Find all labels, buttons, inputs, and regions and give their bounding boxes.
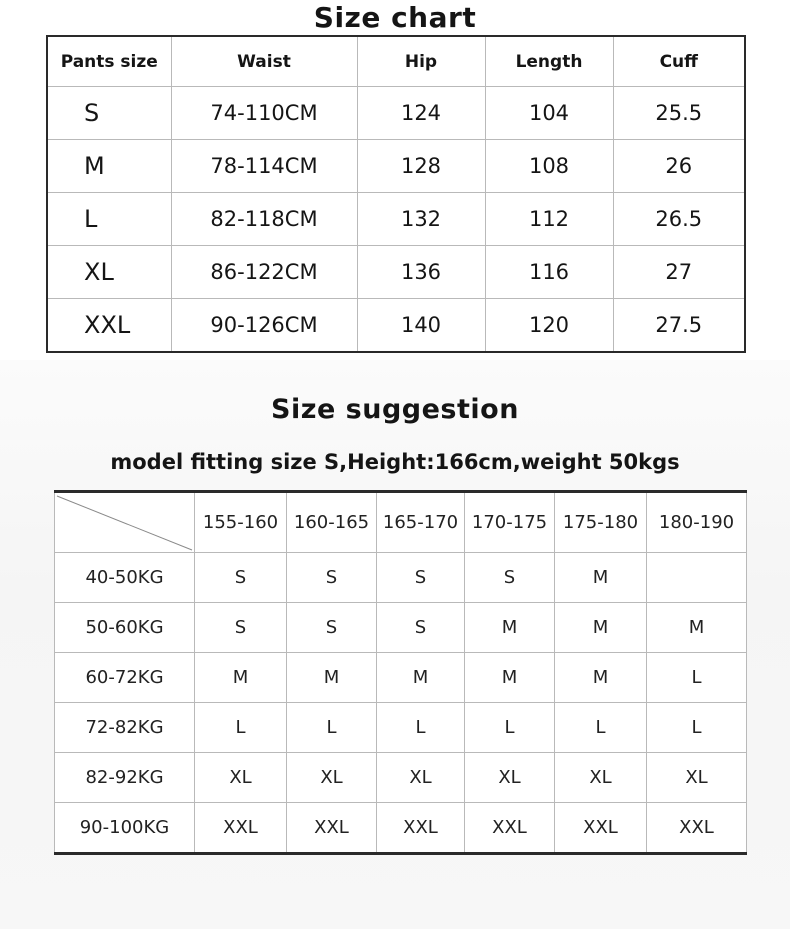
suggested-size: M (555, 553, 647, 603)
suggested-size: XL (465, 753, 555, 803)
height-header: 160-165 (287, 492, 377, 553)
suggested-size: S (287, 603, 377, 653)
suggested-size: L (377, 703, 465, 753)
suggested-size (647, 553, 747, 603)
waist-value: 86-122CM (171, 246, 357, 299)
suggested-size: S (195, 603, 287, 653)
suggested-size: M (465, 603, 555, 653)
length-value: 120 (485, 299, 613, 353)
model-fitting-note: model fitting size S,Height:166cm,weight 50kgs (110, 450, 680, 474)
suggested-size: S (377, 603, 465, 653)
suggested-size: M (377, 653, 465, 703)
table-row (55, 553, 747, 603)
size-chart-header-row (47, 36, 745, 87)
table-row (47, 87, 745, 140)
size-label: M (47, 140, 171, 193)
suggested-size: L (647, 653, 747, 703)
weight-label: 60-72KG (55, 653, 195, 703)
weight-label: 40-50KG (55, 553, 195, 603)
length-value: 112 (485, 193, 613, 246)
header-length: Length (485, 36, 613, 87)
weight-label: 82-92KG (55, 753, 195, 803)
size-chart-table (46, 35, 746, 353)
suggested-size: M (195, 653, 287, 703)
cuff-value: 27 (613, 246, 745, 299)
header-hip: Hip (357, 36, 485, 87)
suggested-size: XXL (287, 803, 377, 854)
cuff-value: 26 (613, 140, 745, 193)
suggested-size: XXL (195, 803, 287, 854)
corner-cell (55, 492, 195, 553)
size-label: XXL (47, 299, 171, 353)
table-row (47, 246, 745, 299)
weight-label: 50-60KG (55, 603, 195, 653)
suggested-size: XL (377, 753, 465, 803)
length-value: 104 (485, 87, 613, 140)
table-row (47, 140, 745, 193)
hip-value: 124 (357, 87, 485, 140)
table-row (55, 803, 747, 854)
height-header: 175-180 (555, 492, 647, 553)
suggested-size: XXL (555, 803, 647, 854)
height-header: 180-190 (647, 492, 747, 553)
table-row (55, 653, 747, 703)
suggested-size: XL (287, 753, 377, 803)
waist-value: 82-118CM (171, 193, 357, 246)
suggested-size: L (195, 703, 287, 753)
waist-value: 78-114CM (171, 140, 357, 193)
hip-value: 140 (357, 299, 485, 353)
suggested-size: L (647, 703, 747, 753)
hip-value: 128 (357, 140, 485, 193)
height-header: 165-170 (377, 492, 465, 553)
size-suggestion-table (54, 490, 747, 855)
table-row (47, 299, 745, 353)
length-value: 116 (485, 246, 613, 299)
height-header: 170-175 (465, 492, 555, 553)
weight-label: 90-100KG (55, 803, 195, 854)
suggested-size: XXL (377, 803, 465, 854)
suggested-size: S (287, 553, 377, 603)
suggested-size: M (555, 653, 647, 703)
table-row (47, 193, 745, 246)
header-waist: Waist (171, 36, 357, 87)
cuff-value: 25.5 (613, 87, 745, 140)
waist-value: 74-110CM (171, 87, 357, 140)
suggested-size: L (465, 703, 555, 753)
suggested-size: XXL (465, 803, 555, 854)
diagonal-divider-icon (55, 493, 194, 552)
suggested-size: S (465, 553, 555, 603)
suggested-size: S (195, 553, 287, 603)
cuff-value: 26.5 (613, 193, 745, 246)
hip-value: 132 (357, 193, 485, 246)
size-label: S (47, 87, 171, 140)
cuff-value: 27.5 (613, 299, 745, 353)
header-cuff: Cuff (613, 36, 745, 87)
suggested-size: XXL (647, 803, 747, 854)
height-header-row (55, 492, 747, 553)
weight-label: 72-82KG (55, 703, 195, 753)
suggested-size: L (555, 703, 647, 753)
suggested-size: XL (647, 753, 747, 803)
hip-value: 136 (357, 246, 485, 299)
suggested-size: M (647, 603, 747, 653)
suggested-size: M (555, 603, 647, 653)
length-value: 108 (485, 140, 613, 193)
table-row (55, 703, 747, 753)
size-label: L (47, 193, 171, 246)
height-header: 155-160 (195, 492, 287, 553)
size-chart-title: Size chart (313, 1, 477, 34)
suggested-size: XL (195, 753, 287, 803)
suggested-size: M (287, 653, 377, 703)
suggested-size: L (287, 703, 377, 753)
suggested-size: XL (555, 753, 647, 803)
table-row (55, 753, 747, 803)
suggested-size: S (377, 553, 465, 603)
header-pants-size: Pants size (47, 36, 171, 87)
size-suggestion-title: Size suggestion (271, 394, 519, 425)
size-label: XL (47, 246, 171, 299)
waist-value: 90-126CM (171, 299, 357, 353)
suggested-size: M (465, 653, 555, 703)
table-row (55, 603, 747, 653)
